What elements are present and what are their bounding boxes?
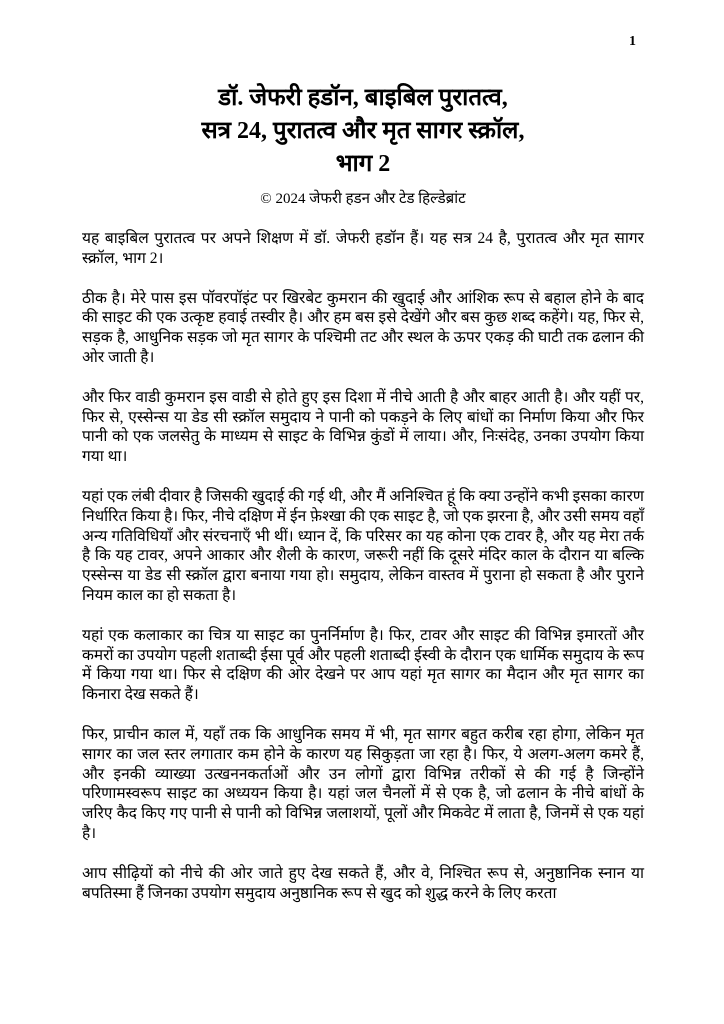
title-line-3: भाग 2 bbox=[335, 151, 391, 177]
title-line-1: डॉ. जेफरी हडॉन, बाइबिल पुरातत्व, bbox=[218, 85, 508, 111]
document-body bbox=[82, 229, 644, 903]
document-title bbox=[82, 82, 644, 181]
page-number: 1 bbox=[629, 34, 636, 49]
paragraph-6: फिर, प्राचीन काल में, यहाँ तक कि आधुनिक समय में भी, मृत सागर बहुत करीब रहा होगा, लेकिन मृत सागर का जल स्तर लगातार कम होने के कारण यह सिकुड़ता जा रहा है। फिर, ये अलग-अलग कमरे हैं, और इनकी व्याख्या उत्खननकर्ताओं और उन लोगों द्वारा विभिन्न तरीकों से की गई है जिन्होंने परिणामस्वरूप साइट का अध्ययन किया है। यहां जल चैनलों में से एक है, जो ढलान के नीचे बांधों के जरिए कैद किए गए पानी से पानी को विभिन्न जलाशयों, पूलों और मिकवेट में लाता है, जिनमें से एक यहां है। bbox=[82, 725, 644, 842]
paragraph-2: ठीक है। मेरे पास इस पॉवरपॉइंट पर खिरबेट कुमरान की खुदाई और आंशिक रूप से बहाल होने के बाद की साइट की एक उत्कृष्ट हवाई तस्वीर है। और हम बस इसे देखेंगे और बस कुछ शब्द कहेंगे। यह, फिर से, सड़क है, आधुनिक सड़क जो मृत सागर के पश्चिमी तट और स्थल के ऊपर एकड़ की घाटी तक ढलान की ओर जाती है। bbox=[82, 289, 644, 366]
paragraph-3: और फिर वाडी कुमरान इस वाडी से होते हुए इस दिशा में नीचे आती है और बाहर आती है। और यहीं पर, फिर से, एस्सेन्स या डेड सी स्क्रॉल समुदाय ने पानी को पकड़ने के लिए बांधों का निर्माण किया और फिर पानी को एक जलसेतु के माध्यम से साइट के विभिन्न कुंडों में लाया। और, निःसंदेह, उनका उपयोग किया गया था। bbox=[82, 388, 644, 466]
paragraph-4: यहां एक लंबी दीवार है जिसकी खुदाई की गई थी, और मैं अनिश्चित हूं कि क्या उन्होंने कभी इसका कारण निर्धारित किया है। फिर, नीचे दक्षिण में ईन फ़ेश्खा की एक साइट है, जो एक झरना है, और उसी समय वहाँ अन्य गतिविधियाँ और संरचनाएँ भी थीं। ध्यान दें, कि परिसर का यह कोना एक टावर है, और यह मेरा तर्क है कि यह टावर, अपने आकार और शैली के कारण, जरूरी नहीं कि दूसरे मंदिर काल के दौरान या बल्कि एस्सेन्स या डेड सी स्क्रॉल द्वारा बनाया गया हो। समुदाय, लेकिन वास्तव में पुराना हो सकता है और पुराने नियम काल का हो सकता है। bbox=[82, 487, 644, 604]
paragraph-1: यह बाइबिल पुरातत्व पर अपने शिक्षण में डॉ. जेफरी हडॉन हैं। यह सत्र 24 है, पुरातत्व और मृत सागर स्क्रॉल, भाग 2। bbox=[82, 230, 644, 267]
paragraph-5: यहां एक कलाकार का चित्र या साइट का पुनर्निर्माण है। फिर, टावर और साइट की विभिन्न इमारतों और कमरों का उपयोग पहली शताब्दी ईसा पूर्व और पहली शताब्दी ईस्वी के दौरान एक धार्मिक समुदाय के रूप में किया गया था। फिर से दक्षिण की ओर देखने पर आप यहां मृत सागर का मैदान और मृत सागर का किनारा देख सकते हैं। bbox=[82, 626, 644, 704]
paragraph-7: आप सीढ़ियों को नीचे की ओर जाते हुए देख सकते हैं, और वे, निश्चित रूप से, अनुष्ठानिक स्नान या बपतिस्मा हैं जिनका उपयोग समुदाय अनुष्ठानिक रूप से खुद को शुद्ध करने के लिए करता bbox=[82, 864, 644, 902]
title-line-2: सत्र 24, पुरातत्व और मृत सागर स्क्रॉल, bbox=[201, 118, 525, 144]
copyright-line: © 2024 जेफरी हडन और टेड हिल्डेब्रांट bbox=[260, 191, 466, 207]
